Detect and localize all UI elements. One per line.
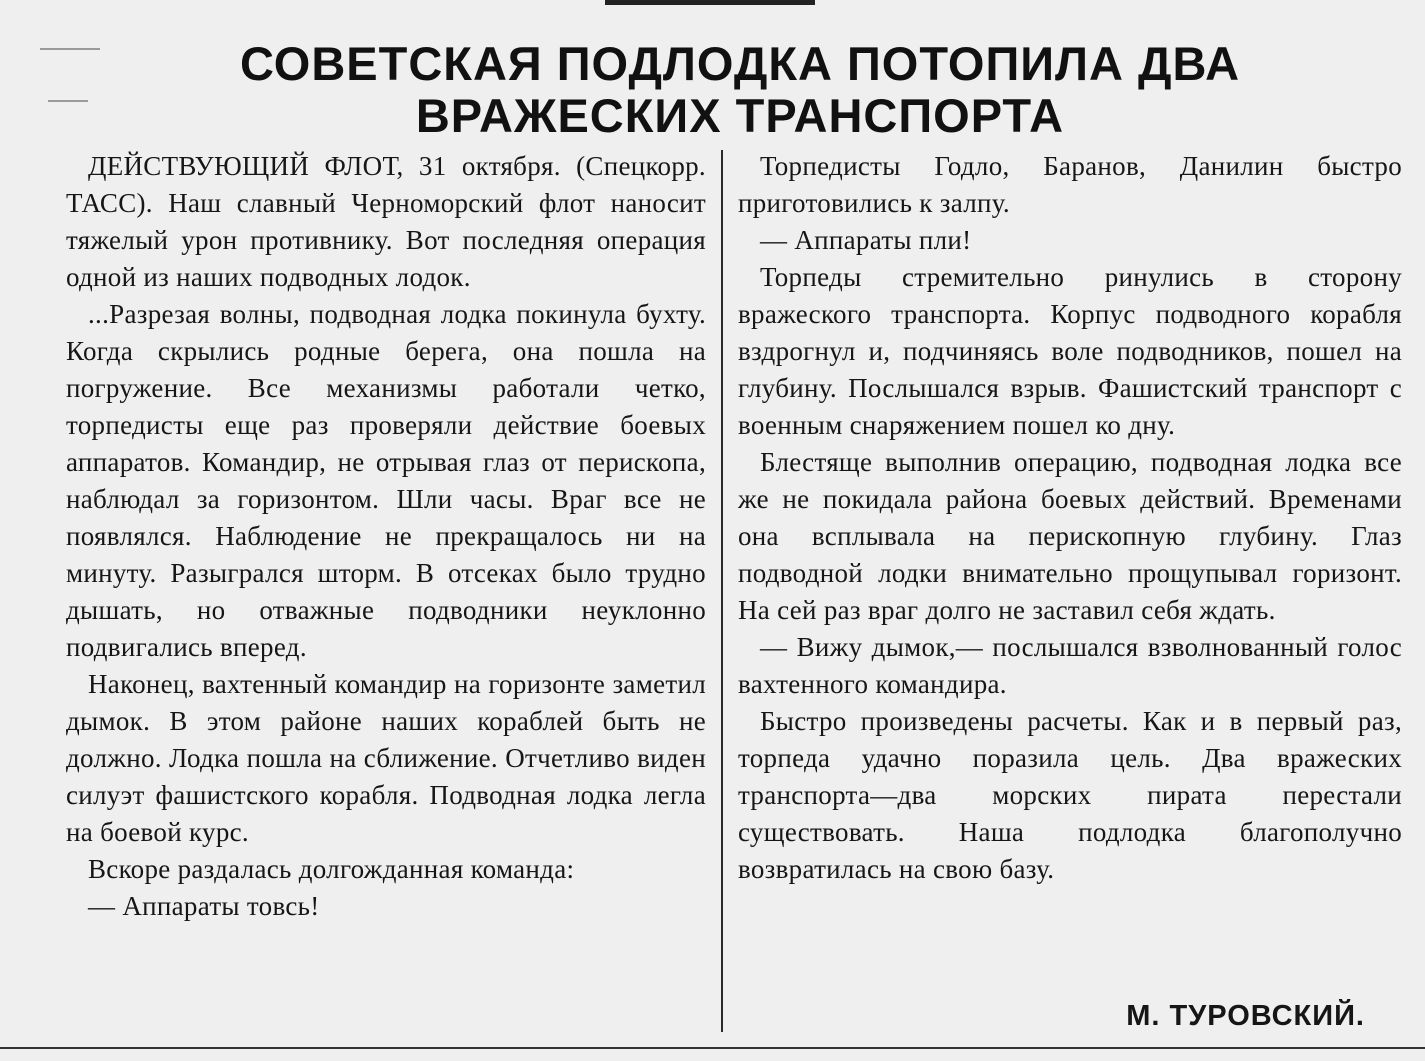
print-speck — [48, 100, 88, 102]
paragraph: Наконец, вахтенный командир на горизонте заметил дымок. В этом районе наших кораблей быть не должно. Лодка пошла на сближение. Отчетливо виден силуэт фашистского корабля. Подводная лодка легла на боевой курс. — [66, 669, 706, 847]
paragraph: Вскоре раздалась долгожданная команда: — [88, 854, 575, 884]
paragraph: Быстро произведены расчеты. Как и в первый раз, торпеда удачно поразила цель. Два вражеских транспорта—два морских пирата перестали существовать. Наша подлодка благополучно возвратилась на свою базу. — [738, 706, 1402, 884]
headline-line-2: ВРАЖЕСКИХ ТРАНСПОРТА — [415, 89, 1065, 142]
author-signature: М. ТУРОВСКИЙ. — [1126, 1000, 1365, 1032]
paragraph: — Вижу дымок,— послышался взволнованный голос вахтенного командира. — [738, 632, 1402, 699]
headline-line-1: СОВЕТСКАЯ ПОДЛОДКА ПОТОПИЛА ДВА — [239, 37, 1241, 90]
column-divider — [721, 150, 723, 1032]
paragraph: ДЕЙСТВУЮЩИЙ ФЛОТ, 31 октября. (Спецкорр. ТАСС). Наш славный Черноморский флот наносит тяжелый урон противнику. Вот последняя операция одной из наших подводных лодок. — [66, 151, 706, 292]
left-column — [66, 148, 706, 925]
article-headline — [150, 38, 1330, 142]
paragraph: — Аппараты товсь! — [88, 891, 320, 921]
paragraph: Торпедисты Годло, Баранов, Данилин быстро приготовились к залпу. — [738, 151, 1402, 218]
paragraph: ...Разрезая волны, подводная лодка покинула бухту. Когда скрылись родные берега, она пошла на погружение. Все механизмы работали четко, торпедисты еще раз проверяли действие боевых аппаратов. Командир, не отрывая глаз от перископа, наблюдал за горизонтом. Шли часы. Враг все не появлялся. Наблюдение не прекращалось ни на минуту. Разыгрался шторм. В отсеках было трудно дышать, но отважные подводники неуклонно подвигались вперед. — [66, 299, 706, 662]
top-rule — [605, 0, 815, 5]
paragraph: Торпеды стремительно ринулись в сторону вражеского транспорта. Корпус подводного корабля вздрогнул и, подчиняясь воле подводников, пошел на глубину. Послышался взрыв. Фашистский транспорт с военным снаряжением пошел ко дну. — [738, 262, 1402, 440]
paragraph: Блестяще выполнив операцию, подводная лодка все же не покидала района боевых действий. Временами она всплывала на перископную глубину. Глаз подводной лодки внимательно прощупывал горизонт. На сей раз враг долго не заставил себя ждать. — [738, 447, 1402, 625]
paragraph: — Аппараты пли! — [760, 225, 972, 255]
print-speck — [40, 48, 100, 50]
bottom-rule — [0, 1047, 1425, 1049]
right-column — [738, 148, 1402, 888]
